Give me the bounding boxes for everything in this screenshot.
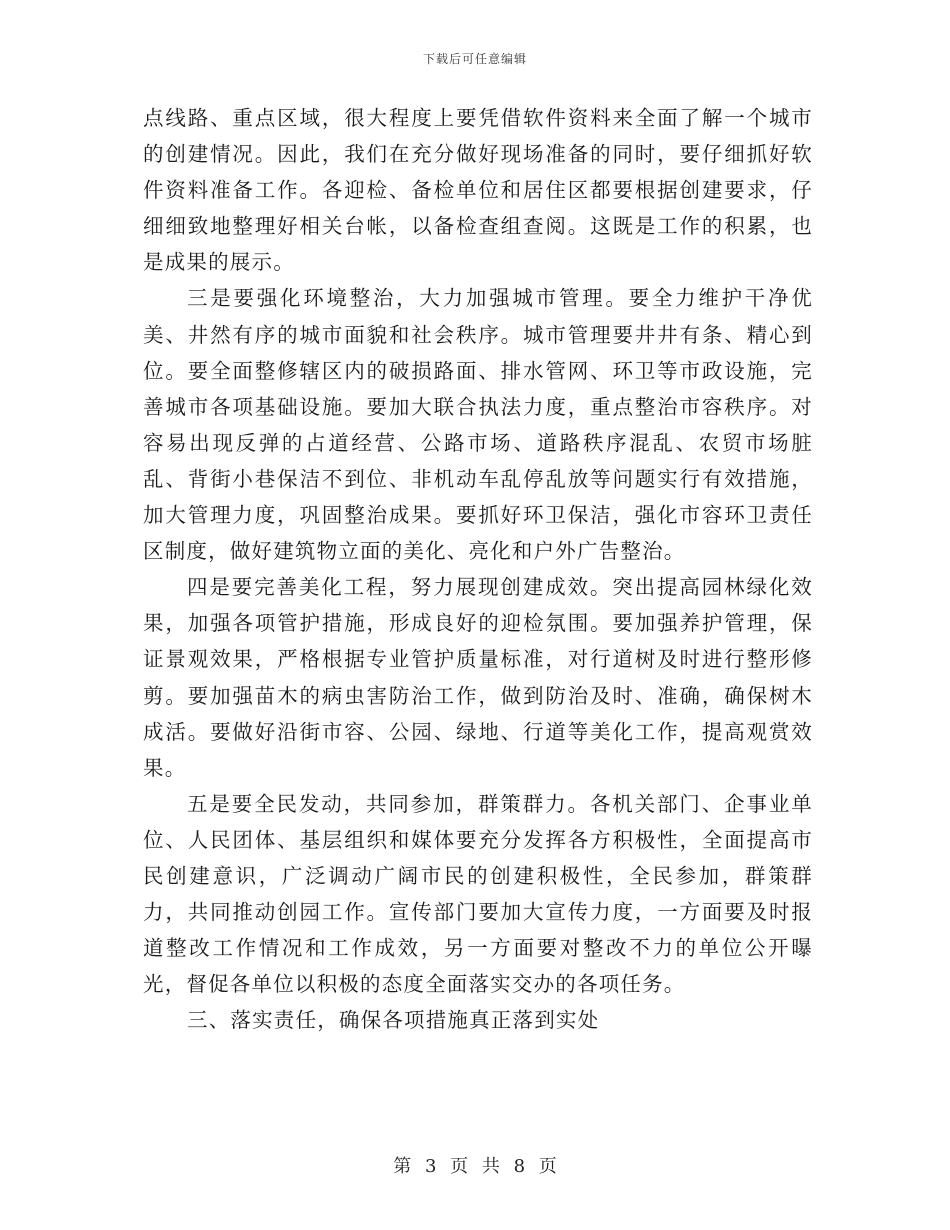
footer-prefix: 第 [393, 1156, 412, 1177]
paragraph-point-four: 四是要完善美化工程，努力展现创建成效。突出提高园林绿化效果，加强各项管护措施，形成良好的迎检氛围。要加强养护管理，保证景观效果，严格根据专业管护质量标准，对行道树及时进行整形修剪。要加强苗木的病虫害防治工作，做到防治及时、准确，确保树木成活。要做好沿街市容、公园、绿地、行道等美化工作，提高观赏效果。 [143, 575, 813, 780]
footer-total-pages: 8 [513, 1156, 526, 1177]
paragraph-point-five: 五是要全民发动，共同参加，群策群力。各机关部门、企事业单位、人民团体、基层组织和媒体要充分发挥各方积极性，全面提高市民创建意识，广泛调动广阔市民的创建积极性，全民参加，群策群力，共同推动创园工作。宣传部门要加大宣传力度，一方面要及时报道整改工作情况和工作成效，另一方面要对整改不力的单位公开曝光，督促各单位以积极的态度全面落实交办的各项任务。 [143, 791, 813, 997]
footer-total-label: 共 [481, 1156, 500, 1177]
footer-page-number: 3 [424, 1156, 437, 1177]
paragraph-point-three: 三是要强化环境整治，大力加强城市管理。要全力维护干净优美、井然有序的城市面貌和社会秩序。城市管理要井井有条、精心到位。要全面整修辖区内的破损路面、排水管网、环卫等市政设施，完善城市各项基础设施。要加大联合执法力度，重点整治市容秩序。对容易出现反弹的占道经营、公路市场、道路秩序混乱、农贸市场脏乱、背街小巷保洁不到位、非机动车乱停乱放等问题实行有效措施，加大管理力度，巩固整治成果。要抓好环卫保洁，强化市容环卫责任区制度，做好建筑物立面的美化、亮化和户外广告整治。 [143, 286, 813, 564]
footer-suffix: 页 [538, 1156, 557, 1177]
page-header: 下载后可任意编辑 [422, 52, 527, 66]
footer-page-label: 页 [450, 1156, 469, 1177]
paragraph-continuation: 点线路、重点区域，很大程度上要凭借软件资料来全面了解一个城市的创建情况。因此，我们在充分做好现场准备的同时，要仔细抓好软件资料准备工作。各迎检、备检单位和居住区都要根据创建要求，仔细细致地整理好相关台帐，以备检查组查阅。这既是工作的积累，也是成果的展示。 [143, 106, 813, 275]
page-footer [0, 1152, 950, 1178]
section-heading-three: 三、落实责任，确保各项措施真正落到实处 [187, 1008, 600, 1033]
document-body [143, 100, 813, 1038]
